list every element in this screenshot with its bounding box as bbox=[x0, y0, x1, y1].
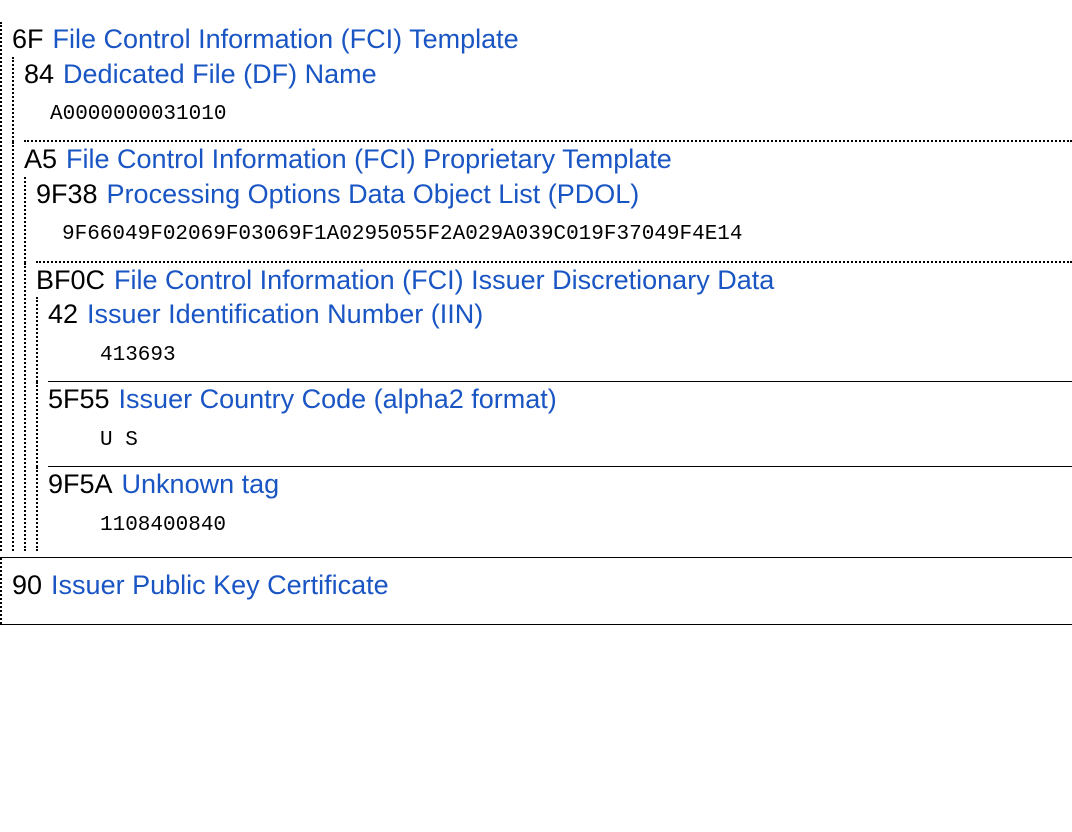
tlv-node-6f[interactable] bbox=[0, 22, 1072, 551]
tlv-value bbox=[12, 602, 1072, 624]
tlv-tag-name: Dedicated File (DF) Name bbox=[63, 58, 377, 89]
tlv-tag: 9F38 bbox=[36, 178, 98, 209]
tlv-node-header[interactable] bbox=[12, 22, 1072, 57]
tlv-children bbox=[12, 57, 1072, 551]
tlv-tag: 6F bbox=[12, 24, 44, 54]
tlv-tag-name: File Control Information (FCI) Template bbox=[52, 24, 519, 54]
tlv-tag: 9F5A bbox=[48, 469, 113, 500]
tlv-tag-name: Issuer Country Code (alpha2 format) bbox=[118, 384, 557, 415]
tlv-tag-name: Issuer Public Key Certificate bbox=[51, 569, 389, 600]
tree-guide-line bbox=[36, 467, 38, 551]
tlv-node-9f38[interactable] bbox=[24, 177, 1072, 263]
tlv-node-42[interactable] bbox=[36, 297, 1072, 382]
tlv-tag-name: File Control Information (FCI) Proprietary Template bbox=[66, 144, 672, 175]
tlv-node-9f5a[interactable] bbox=[36, 467, 1072, 551]
tlv-tag: BF0C bbox=[36, 264, 106, 295]
tlv-children bbox=[24, 177, 1072, 551]
tlv-tag-name: Issuer Identification Number (IIN) bbox=[87, 299, 484, 330]
bottom-divider bbox=[0, 624, 1072, 625]
tlv-tag: 5F55 bbox=[48, 384, 110, 415]
tlv-value: 413693 bbox=[48, 332, 1072, 382]
tree-guide-line bbox=[36, 297, 38, 382]
tlv-value: A0000000031010 bbox=[24, 91, 1072, 142]
tlv-node-header[interactable] bbox=[36, 263, 1072, 298]
tree-guide-line bbox=[24, 263, 26, 551]
tlv-children bbox=[36, 297, 1072, 551]
tlv-tag: 42 bbox=[48, 299, 79, 330]
tlv-node-header[interactable] bbox=[48, 382, 1072, 417]
tree-guide-line bbox=[36, 382, 38, 467]
tree-guide-line bbox=[12, 57, 14, 143]
tlv-node-header[interactable] bbox=[48, 467, 1072, 502]
tlv-node-a5[interactable] bbox=[12, 142, 1072, 550]
tlv-tag: 90 bbox=[12, 569, 43, 600]
tlv-node-header[interactable] bbox=[36, 177, 1072, 212]
tlv-value: 1108400840 bbox=[100, 513, 227, 537]
tree-guide-line bbox=[0, 22, 2, 551]
tlv-node-header[interactable] bbox=[24, 142, 1072, 177]
tlv-node-84[interactable] bbox=[12, 57, 1072, 143]
tree-guide-line bbox=[12, 142, 14, 550]
tlv-node-90[interactable] bbox=[0, 558, 1072, 625]
tlv-tag-name: Processing Options Data Object List (PDOL) bbox=[106, 178, 640, 209]
tlv-value: U S bbox=[48, 417, 1072, 467]
tree-guide-line bbox=[24, 177, 26, 263]
tlv-node-header[interactable] bbox=[24, 57, 1072, 92]
tlv-tag: A5 bbox=[24, 144, 58, 175]
tlv-node-header[interactable] bbox=[12, 558, 1072, 603]
tree-guide-line bbox=[0, 558, 2, 625]
tlv-node-5f55[interactable] bbox=[36, 382, 1072, 467]
tlv-value: 9F66049F02069F03069F1A0295055F2A029A039C019F37049F4E14 bbox=[36, 211, 1072, 262]
tlv-node-header[interactable] bbox=[48, 297, 1072, 332]
tlv-tag: 84 bbox=[24, 58, 55, 89]
tlv-tag-name: File Control Information (FCI) Issuer Discretionary Data bbox=[114, 264, 775, 295]
tlv-tag-name: Unknown tag bbox=[121, 469, 280, 500]
tlv-node-bf0c[interactable] bbox=[24, 263, 1072, 551]
